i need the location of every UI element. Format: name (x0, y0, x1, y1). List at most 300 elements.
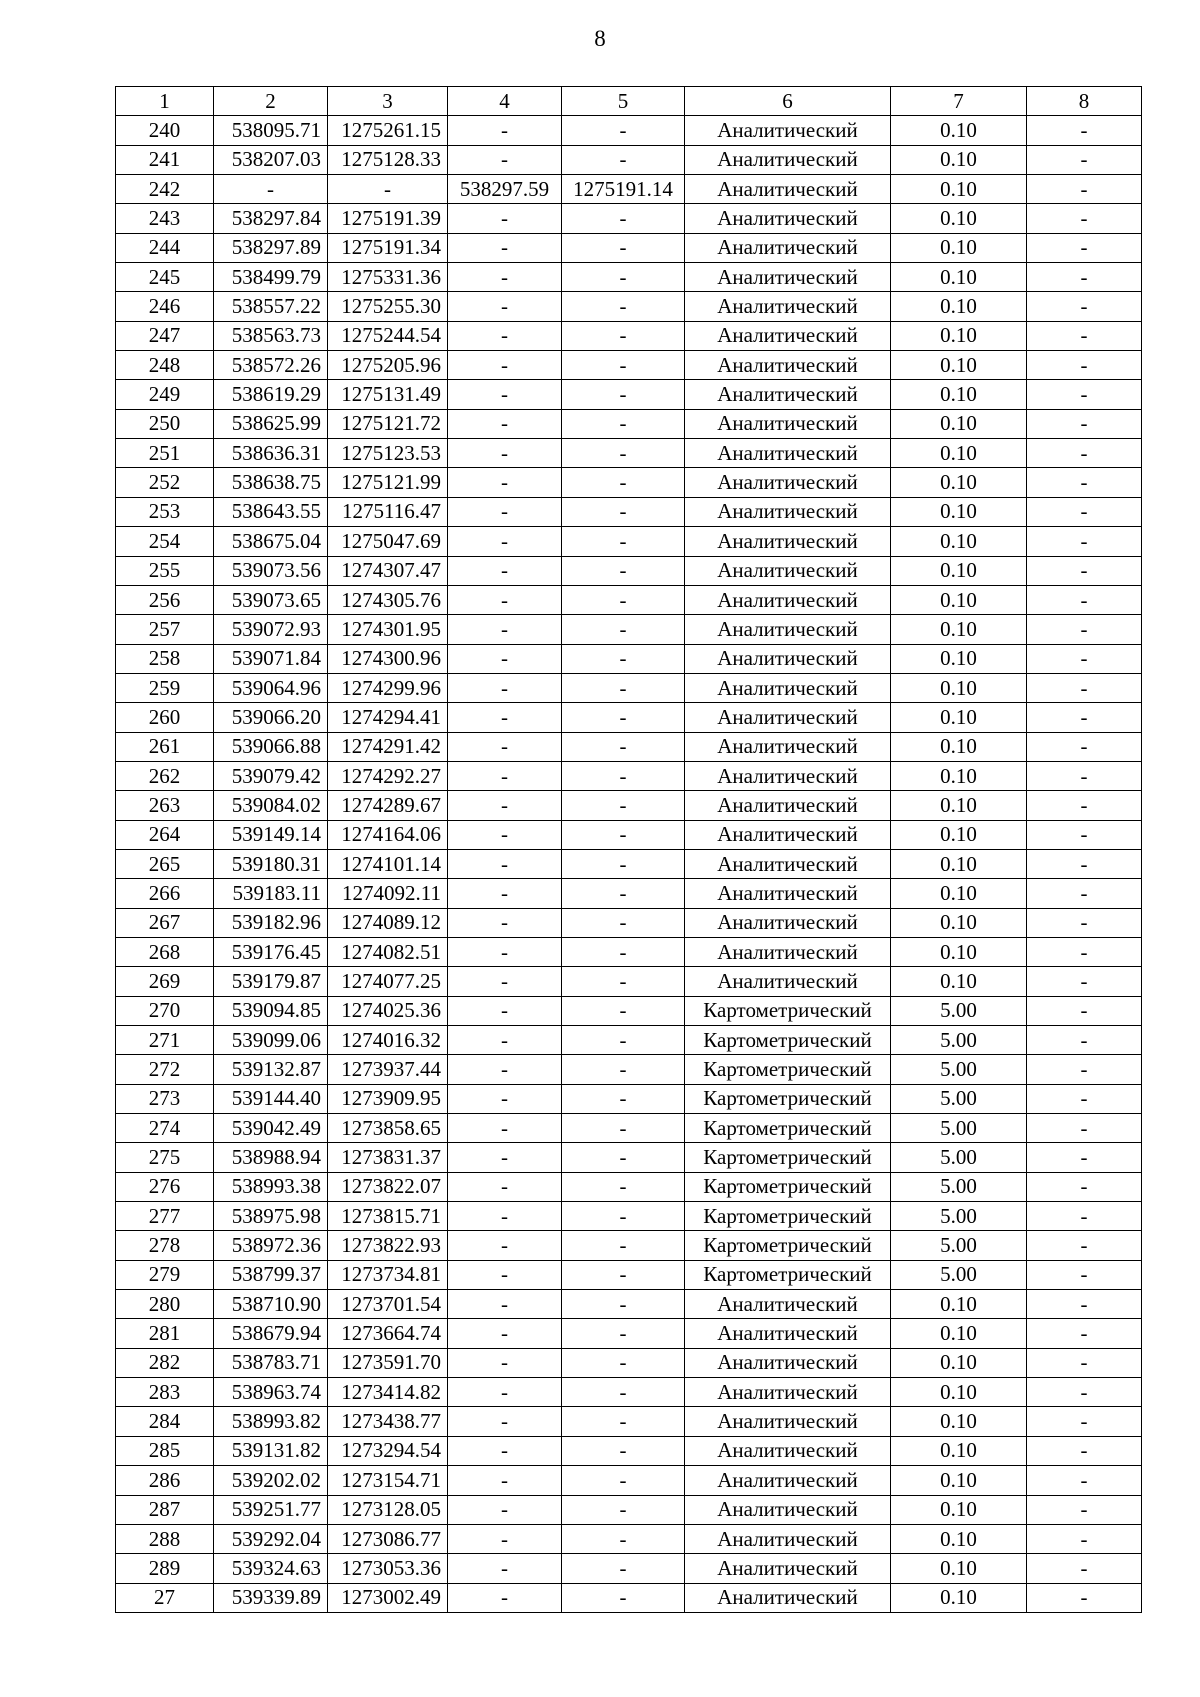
x-coordinate-alt-cell: - (448, 1084, 562, 1113)
method-cell: Картометрический (685, 1143, 891, 1172)
point-number-cell: 277 (116, 1202, 214, 1231)
point-number-cell: 289 (116, 1554, 214, 1583)
note-cell: - (1027, 1436, 1142, 1465)
page-number: 8 (594, 26, 606, 51)
point-number-cell: 243 (116, 204, 214, 233)
x-coordinate-cell: 538993.38 (214, 1172, 328, 1201)
x-coordinate-cell: 539180.31 (214, 849, 328, 878)
method-cell: Картометрический (685, 1260, 891, 1289)
accuracy-cell: 5.00 (891, 1202, 1027, 1231)
table-row (116, 439, 1142, 468)
note-cell: - (1027, 761, 1142, 790)
table-row (116, 820, 1142, 849)
method-cell: Аналитический (685, 497, 891, 526)
method-cell: Аналитический (685, 1554, 891, 1583)
y-coordinate-alt-cell: - (562, 1231, 685, 1260)
table-row (116, 879, 1142, 908)
x-coordinate-alt-cell: - (448, 1026, 562, 1055)
point-number-cell: 259 (116, 673, 214, 702)
x-coordinate-alt-cell: - (448, 233, 562, 262)
table-row (116, 585, 1142, 614)
y-coordinate-alt-cell: - (562, 1114, 685, 1143)
y-coordinate-cell: 1273822.07 (328, 1172, 448, 1201)
accuracy-cell: 0.10 (891, 1436, 1027, 1465)
y-coordinate-cell: 1275261.15 (328, 116, 448, 145)
accuracy-cell: 5.00 (891, 1055, 1027, 1084)
note-cell: - (1027, 585, 1142, 614)
accuracy-cell: 0.10 (891, 673, 1027, 702)
table-row (116, 1583, 1142, 1612)
x-coordinate-cell: 539324.63 (214, 1554, 328, 1583)
y-coordinate-cell: 1275131.49 (328, 380, 448, 409)
y-coordinate-alt-cell: - (562, 380, 685, 409)
point-number-cell: 246 (116, 292, 214, 321)
accuracy-cell: 0.10 (891, 1583, 1027, 1612)
accuracy-cell: 0.10 (891, 849, 1027, 878)
column-header-8: 8 (1027, 87, 1142, 116)
point-number-cell: 260 (116, 703, 214, 732)
point-number-cell: 285 (116, 1436, 214, 1465)
method-cell: Аналитический (685, 468, 891, 497)
table-row (116, 1436, 1142, 1465)
x-coordinate-alt-cell: - (448, 1407, 562, 1436)
accuracy-cell: 0.10 (891, 556, 1027, 585)
x-coordinate-alt-cell: - (448, 351, 562, 380)
note-cell: - (1027, 1524, 1142, 1553)
point-number-cell: 273 (116, 1084, 214, 1113)
y-coordinate-cell: 1273294.54 (328, 1436, 448, 1465)
method-cell: Аналитический (685, 761, 891, 790)
note-cell: - (1027, 175, 1142, 204)
table-header-row (116, 87, 1142, 116)
point-number-cell: 261 (116, 732, 214, 761)
point-number-cell: 242 (116, 175, 214, 204)
table-row (116, 321, 1142, 350)
table-row (116, 1114, 1142, 1143)
accuracy-cell: 0.10 (891, 644, 1027, 673)
point-number-cell: 250 (116, 409, 214, 438)
table-row (116, 409, 1142, 438)
method-cell: Аналитический (685, 263, 891, 292)
method-cell: Аналитический (685, 409, 891, 438)
y-coordinate-alt-cell: - (562, 1055, 685, 1084)
y-coordinate-alt-cell: - (562, 1290, 685, 1319)
coordinates-table (115, 86, 1142, 1613)
table-row (116, 615, 1142, 644)
table-row (116, 116, 1142, 145)
x-coordinate-cell: 538297.89 (214, 233, 328, 262)
accuracy-cell: 0.10 (891, 1495, 1027, 1524)
y-coordinate-alt-cell: - (562, 1583, 685, 1612)
point-number-cell: 257 (116, 615, 214, 644)
accuracy-cell: 0.10 (891, 263, 1027, 292)
accuracy-cell: 0.10 (891, 1348, 1027, 1377)
y-coordinate-alt-cell: - (562, 292, 685, 321)
note-cell: - (1027, 1114, 1142, 1143)
y-coordinate-alt-cell: - (562, 791, 685, 820)
note-cell: - (1027, 145, 1142, 174)
y-coordinate-alt-cell: - (562, 527, 685, 556)
accuracy-cell: 0.10 (891, 233, 1027, 262)
table-row (116, 263, 1142, 292)
x-coordinate-cell: 539202.02 (214, 1466, 328, 1495)
y-coordinate-cell: 1275191.39 (328, 204, 448, 233)
column-header-2: 2 (214, 87, 328, 116)
accuracy-cell: 0.10 (891, 1378, 1027, 1407)
x-coordinate-cell: 538207.03 (214, 145, 328, 174)
method-cell: Аналитический (685, 1524, 891, 1553)
y-coordinate-alt-cell: 1275191.14 (562, 175, 685, 204)
point-number-cell: 254 (116, 527, 214, 556)
accuracy-cell: 0.10 (891, 204, 1027, 233)
method-cell: Аналитический (685, 233, 891, 262)
table-row (116, 1055, 1142, 1084)
y-coordinate-cell: 1274025.36 (328, 996, 448, 1025)
y-coordinate-alt-cell: - (562, 1202, 685, 1231)
table-row (116, 1407, 1142, 1436)
note-cell: - (1027, 1319, 1142, 1348)
x-coordinate-alt-cell: - (448, 673, 562, 702)
x-coordinate-alt-cell: - (448, 1114, 562, 1143)
note-cell: - (1027, 116, 1142, 145)
point-number-cell: 269 (116, 967, 214, 996)
accuracy-cell: 5.00 (891, 1231, 1027, 1260)
y-coordinate-alt-cell: - (562, 908, 685, 937)
y-coordinate-alt-cell: - (562, 673, 685, 702)
accuracy-cell: 0.10 (891, 527, 1027, 556)
table-row (116, 351, 1142, 380)
table-row (116, 761, 1142, 790)
method-cell: Аналитический (685, 937, 891, 966)
point-number-cell: 240 (116, 116, 214, 145)
x-coordinate-alt-cell: - (448, 703, 562, 732)
note-cell: - (1027, 937, 1142, 966)
method-cell: Аналитический (685, 908, 891, 937)
method-cell: Аналитический (685, 556, 891, 585)
accuracy-cell: 0.10 (891, 1319, 1027, 1348)
table-row (116, 937, 1142, 966)
method-cell: Аналитический (685, 673, 891, 702)
y-coordinate-alt-cell: - (562, 1554, 685, 1583)
table-body (116, 116, 1142, 1613)
method-cell: Аналитический (685, 703, 891, 732)
x-coordinate-cell: 539066.88 (214, 732, 328, 761)
x-coordinate-cell: 538710.90 (214, 1290, 328, 1319)
x-coordinate-alt-cell: - (448, 732, 562, 761)
method-cell: Картометрический (685, 996, 891, 1025)
x-coordinate-cell: 538975.98 (214, 1202, 328, 1231)
point-number-cell: 248 (116, 351, 214, 380)
table-row (116, 527, 1142, 556)
y-coordinate-cell: 1274077.25 (328, 967, 448, 996)
point-number-cell: 262 (116, 761, 214, 790)
point-number-cell: 241 (116, 145, 214, 174)
x-coordinate-cell: 539132.87 (214, 1055, 328, 1084)
accuracy-cell: 5.00 (891, 1260, 1027, 1289)
point-number-cell: 272 (116, 1055, 214, 1084)
x-coordinate-alt-cell: - (448, 849, 562, 878)
note-cell: - (1027, 233, 1142, 262)
method-cell: Аналитический (685, 204, 891, 233)
note-cell: - (1027, 644, 1142, 673)
note-cell: - (1027, 1143, 1142, 1172)
method-cell: Аналитический (685, 439, 891, 468)
y-coordinate-cell: 1273438.77 (328, 1407, 448, 1436)
method-cell: Аналитический (685, 116, 891, 145)
table-row (116, 1172, 1142, 1201)
method-cell: Аналитический (685, 175, 891, 204)
table-row (116, 468, 1142, 497)
y-coordinate-cell: 1275116.47 (328, 497, 448, 526)
note-cell: - (1027, 292, 1142, 321)
note-cell: - (1027, 1495, 1142, 1524)
note-cell: - (1027, 409, 1142, 438)
table-row (116, 1348, 1142, 1377)
x-coordinate-alt-cell: - (448, 468, 562, 497)
y-coordinate-cell: 1274082.51 (328, 937, 448, 966)
method-cell: Аналитический (685, 380, 891, 409)
x-coordinate-alt-cell: - (448, 292, 562, 321)
method-cell: Картометрический (685, 1202, 891, 1231)
x-coordinate-cell: 539042.49 (214, 1114, 328, 1143)
table-row (116, 1143, 1142, 1172)
x-coordinate-cell: 538297.84 (214, 204, 328, 233)
table-row (116, 1554, 1142, 1583)
y-coordinate-cell: 1275128.33 (328, 145, 448, 174)
point-number-cell: 286 (116, 1466, 214, 1495)
y-coordinate-alt-cell: - (562, 1495, 685, 1524)
y-coordinate-alt-cell: - (562, 1026, 685, 1055)
accuracy-cell: 0.10 (891, 1524, 1027, 1553)
y-coordinate-cell: 1273858.65 (328, 1114, 448, 1143)
y-coordinate-alt-cell: - (562, 996, 685, 1025)
x-coordinate-alt-cell: - (448, 1172, 562, 1201)
y-coordinate-cell: 1274294.41 (328, 703, 448, 732)
point-number-cell: 284 (116, 1407, 214, 1436)
x-coordinate-cell: 539066.20 (214, 703, 328, 732)
x-coordinate-alt-cell: 538297.59 (448, 175, 562, 204)
accuracy-cell: 0.10 (891, 585, 1027, 614)
table-row (116, 703, 1142, 732)
table-row (116, 908, 1142, 937)
x-coordinate-alt-cell: - (448, 644, 562, 673)
table-row (116, 644, 1142, 673)
x-coordinate-alt-cell: - (448, 585, 562, 614)
note-cell: - (1027, 1290, 1142, 1319)
x-coordinate-alt-cell: - (448, 761, 562, 790)
table-row (116, 292, 1142, 321)
x-coordinate-cell: 539251.77 (214, 1495, 328, 1524)
accuracy-cell: 0.10 (891, 145, 1027, 174)
method-cell: Аналитический (685, 1319, 891, 1348)
y-coordinate-cell: 1274292.27 (328, 761, 448, 790)
y-coordinate-cell: 1273734.81 (328, 1260, 448, 1289)
point-number-cell: 249 (116, 380, 214, 409)
method-cell: Аналитический (685, 321, 891, 350)
method-cell: Аналитический (685, 585, 891, 614)
y-coordinate-alt-cell: - (562, 1378, 685, 1407)
y-coordinate-alt-cell: - (562, 1319, 685, 1348)
x-coordinate-alt-cell: - (448, 1378, 562, 1407)
x-coordinate-cell: 539144.40 (214, 1084, 328, 1113)
point-number-cell: 274 (116, 1114, 214, 1143)
y-coordinate-alt-cell: - (562, 204, 685, 233)
point-number-cell: 288 (116, 1524, 214, 1553)
y-coordinate-cell: 1274289.67 (328, 791, 448, 820)
method-cell: Аналитический (685, 791, 891, 820)
point-number-cell: 278 (116, 1231, 214, 1260)
accuracy-cell: 0.10 (891, 380, 1027, 409)
x-coordinate-alt-cell: - (448, 1554, 562, 1583)
x-coordinate-cell: 538993.82 (214, 1407, 328, 1436)
y-coordinate-cell: 1275331.36 (328, 263, 448, 292)
accuracy-cell: 5.00 (891, 1143, 1027, 1172)
x-coordinate-cell: 539292.04 (214, 1524, 328, 1553)
y-coordinate-alt-cell: - (562, 145, 685, 174)
note-cell: - (1027, 321, 1142, 350)
accuracy-cell: 5.00 (891, 996, 1027, 1025)
point-number-cell: 256 (116, 585, 214, 614)
y-coordinate-cell: 1273937.44 (328, 1055, 448, 1084)
x-coordinate-cell: 538799.37 (214, 1260, 328, 1289)
method-cell: Аналитический (685, 145, 891, 174)
x-coordinate-cell: 538643.55 (214, 497, 328, 526)
y-coordinate-alt-cell: - (562, 321, 685, 350)
x-coordinate-cell: 538499.79 (214, 263, 328, 292)
point-number-cell: 279 (116, 1260, 214, 1289)
x-coordinate-alt-cell: - (448, 527, 562, 556)
accuracy-cell: 0.10 (891, 1407, 1027, 1436)
column-header-4: 4 (448, 87, 562, 116)
x-coordinate-alt-cell: - (448, 1202, 562, 1231)
y-coordinate-alt-cell: - (562, 1348, 685, 1377)
x-coordinate-cell: 538988.94 (214, 1143, 328, 1172)
x-coordinate-alt-cell: - (448, 879, 562, 908)
accuracy-cell: 0.10 (891, 703, 1027, 732)
y-coordinate-cell: 1273053.36 (328, 1554, 448, 1583)
method-cell: Аналитический (685, 644, 891, 673)
accuracy-cell: 5.00 (891, 1084, 1027, 1113)
note-cell: - (1027, 1554, 1142, 1583)
method-cell: Аналитический (685, 1466, 891, 1495)
x-coordinate-cell: 538095.71 (214, 116, 328, 145)
y-coordinate-cell: 1275047.69 (328, 527, 448, 556)
y-coordinate-cell: 1275205.96 (328, 351, 448, 380)
method-cell: Картометрический (685, 1172, 891, 1201)
x-coordinate-alt-cell: - (448, 908, 562, 937)
y-coordinate-alt-cell: - (562, 585, 685, 614)
x-coordinate-alt-cell: - (448, 409, 562, 438)
accuracy-cell: 0.10 (891, 908, 1027, 937)
y-coordinate-alt-cell: - (562, 1436, 685, 1465)
point-number-cell: 251 (116, 439, 214, 468)
x-coordinate-alt-cell: - (448, 263, 562, 292)
y-coordinate-cell: 1273002.49 (328, 1583, 448, 1612)
accuracy-cell: 0.10 (891, 1466, 1027, 1495)
x-coordinate-cell: 539073.65 (214, 585, 328, 614)
x-coordinate-alt-cell: - (448, 615, 562, 644)
accuracy-cell: 0.10 (891, 497, 1027, 526)
table-row (116, 1319, 1142, 1348)
y-coordinate-cell: 1274016.32 (328, 1026, 448, 1055)
y-coordinate-alt-cell: - (562, 233, 685, 262)
y-coordinate-alt-cell: - (562, 879, 685, 908)
y-coordinate-alt-cell: - (562, 1260, 685, 1289)
y-coordinate-alt-cell: - (562, 1407, 685, 1436)
y-coordinate-alt-cell: - (562, 497, 685, 526)
x-coordinate-cell: 539071.84 (214, 644, 328, 673)
x-coordinate-cell: 539073.56 (214, 556, 328, 585)
y-coordinate-alt-cell: - (562, 644, 685, 673)
point-number-cell: 283 (116, 1378, 214, 1407)
note-cell: - (1027, 820, 1142, 849)
y-coordinate-alt-cell: - (562, 468, 685, 497)
note-cell: - (1027, 1026, 1142, 1055)
x-coordinate-cell: - (214, 175, 328, 204)
accuracy-cell: 0.10 (891, 116, 1027, 145)
note-cell: - (1027, 527, 1142, 556)
y-coordinate-alt-cell: - (562, 1172, 685, 1201)
note-cell: - (1027, 967, 1142, 996)
y-coordinate-alt-cell: - (562, 761, 685, 790)
y-coordinate-alt-cell: - (562, 1524, 685, 1553)
y-coordinate-cell: 1274291.42 (328, 732, 448, 761)
y-coordinate-cell: 1273664.74 (328, 1319, 448, 1348)
note-cell: - (1027, 1260, 1142, 1289)
x-coordinate-cell: 539182.96 (214, 908, 328, 937)
x-coordinate-alt-cell: - (448, 439, 562, 468)
point-number-cell: 265 (116, 849, 214, 878)
y-coordinate-cell: - (328, 175, 448, 204)
y-coordinate-alt-cell: - (562, 615, 685, 644)
x-coordinate-alt-cell: - (448, 145, 562, 174)
y-coordinate-alt-cell: - (562, 439, 685, 468)
x-coordinate-alt-cell: - (448, 1524, 562, 1553)
x-coordinate-cell: 538679.94 (214, 1319, 328, 1348)
accuracy-cell: 0.10 (891, 761, 1027, 790)
x-coordinate-alt-cell: - (448, 996, 562, 1025)
point-number-cell: 27 (116, 1583, 214, 1612)
note-cell: - (1027, 1231, 1142, 1260)
x-coordinate-cell: 539099.06 (214, 1026, 328, 1055)
y-coordinate-alt-cell: - (562, 732, 685, 761)
method-cell: Аналитический (685, 1495, 891, 1524)
method-cell: Аналитический (685, 1436, 891, 1465)
point-number-cell: 245 (116, 263, 214, 292)
note-cell: - (1027, 263, 1142, 292)
y-coordinate-cell: 1273909.95 (328, 1084, 448, 1113)
x-coordinate-alt-cell: - (448, 967, 562, 996)
y-coordinate-alt-cell: - (562, 937, 685, 966)
y-coordinate-alt-cell: - (562, 820, 685, 849)
table-row (116, 145, 1142, 174)
x-coordinate-alt-cell: - (448, 321, 562, 350)
accuracy-cell: 0.10 (891, 820, 1027, 849)
y-coordinate-alt-cell: - (562, 263, 685, 292)
x-coordinate-alt-cell: - (448, 1290, 562, 1319)
table-row (116, 556, 1142, 585)
table-row (116, 1466, 1142, 1495)
table-row (116, 1524, 1142, 1553)
y-coordinate-alt-cell: - (562, 703, 685, 732)
note-cell: - (1027, 879, 1142, 908)
note-cell: - (1027, 439, 1142, 468)
point-number-cell: 267 (116, 908, 214, 937)
point-number-cell: 280 (116, 1290, 214, 1319)
y-coordinate-cell: 1273831.37 (328, 1143, 448, 1172)
point-number-cell: 270 (116, 996, 214, 1025)
note-cell: - (1027, 908, 1142, 937)
